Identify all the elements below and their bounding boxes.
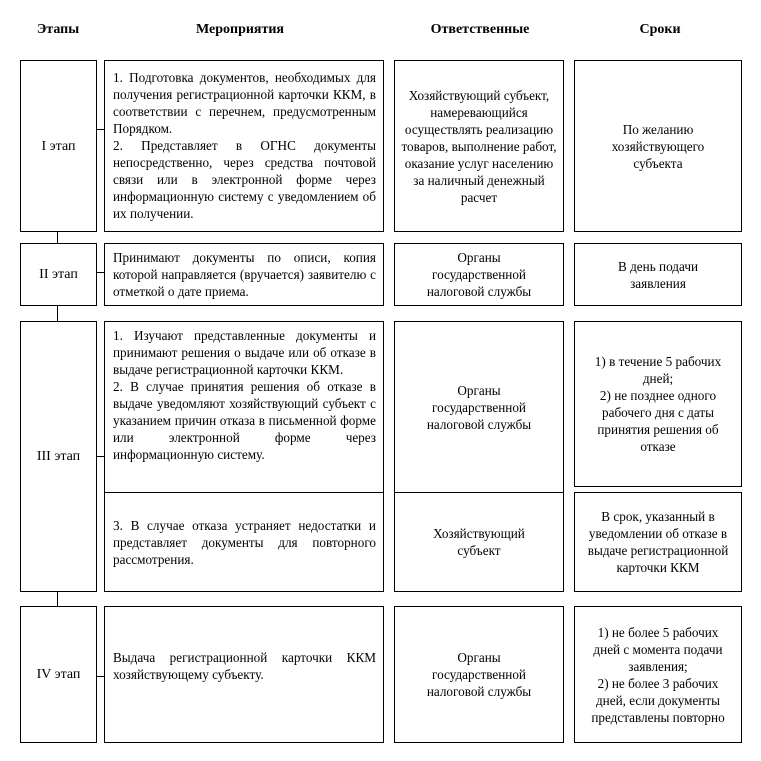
stage-3-activity-b: 3. В случае отказа устраняет недостатки и представляет документы для повторного рассмотрения. <box>104 492 384 592</box>
stage-2-deadline <box>574 243 742 306</box>
stage-3-deadline-a-text: 1) в течение 5 рабочих дней; 2) не позднее одного рабочего дня с даты принятия решения об отказе <box>594 354 722 454</box>
stage-connector-1-2 <box>57 231 58 243</box>
stage-connector-3-4 <box>57 591 58 606</box>
stage-2-responsible <box>394 243 564 306</box>
stage3-connector <box>96 456 104 457</box>
stage-4-responsible <box>394 606 564 743</box>
stage-4-deadline <box>574 606 742 743</box>
stage-4-box <box>20 606 97 743</box>
stage-3-responsible-a <box>394 321 564 493</box>
stage-1-responsible <box>394 60 564 232</box>
stage-1-activity: 1. Подготовка документов, необходимых для получения регистрационной карточки ККМ, в соответствии с перечнем, предусмотренным Порядком. 2. Представляет в ОГНС документы непосредственно, через средства почтовой связи или в электронной форме через информационную систему с уведомлением об их получении. <box>104 60 384 232</box>
stage-2-label: II этап <box>39 267 78 282</box>
stage-3-responsible-b <box>394 492 564 592</box>
stage-3-box <box>20 321 97 592</box>
stage-1-responsible-text: Хозяйствующий субъект, намеревающийся осуществлять реализацию товаров, выполнение работ, оказание услуг населению за наличный денежный расчет <box>401 87 557 205</box>
stage-connector-2-3 <box>57 305 58 321</box>
stage-2-box <box>20 243 97 306</box>
stage-4-activity: Выдача регистрационной карточки ККМ хозяйствующему субъекту. <box>104 606 384 743</box>
stage-1-deadline-text: По желанию хозяйствующего субъекта <box>611 121 705 171</box>
stage-3-deadline-b-text: В срок, указанный в уведомлении об отказе в выдаче регистрационной карточки ККМ <box>587 509 729 575</box>
stage-3-deadline-a <box>574 321 742 487</box>
header-responsible: Ответственные <box>430 22 530 37</box>
stage-2-responsible-text: Органы государственной налоговой службы <box>426 250 532 299</box>
header-activities: Мероприятия <box>195 22 285 37</box>
stage-1-deadline <box>574 60 742 232</box>
stage4-connector <box>96 676 104 677</box>
header-stages: Этапы <box>36 22 80 37</box>
stage-3-responsible-a-text: Органы государственной налоговой службы <box>426 382 532 432</box>
stage1-connector <box>96 129 104 130</box>
stage-3-label: III этап <box>36 449 81 464</box>
stage-1-box <box>20 60 97 232</box>
stage-3-deadline-b <box>574 492 742 592</box>
stage-4-label: IV этап <box>36 667 81 682</box>
header-deadlines: Сроки <box>639 22 681 37</box>
stage-2-deadline-text: В день подачи заявления <box>617 258 699 291</box>
stage-3-responsible-b-text: Хозяйствующий субъект <box>433 526 525 558</box>
stage-4-responsible-text: Органы государственной налоговой службы <box>426 650 532 699</box>
stage-4-deadline-text: 1) не более 5 рабочих дней с момента подачи заявления; 2) не более 3 рабочих дней, если документы представлены повторно <box>591 624 725 725</box>
stage-3-activity-a: 1. Изучают представленные документы и принимают решения о выдаче или об отказе в выдаче регистрационной карточки ККМ. 2. В случае принятия решения об отказе в выдаче уведомляют хозяйствующий субъект с указанием причин отказа в письменной форме или электронной форме через информационную систему. <box>104 321 384 493</box>
stage-2-activity: Принимают документы по описи, копия которой направляется (вручается) заявителю с отметкой о дате приема. <box>104 243 384 306</box>
stage2-connector <box>96 272 104 273</box>
stage-1-label: I этап <box>41 138 76 154</box>
